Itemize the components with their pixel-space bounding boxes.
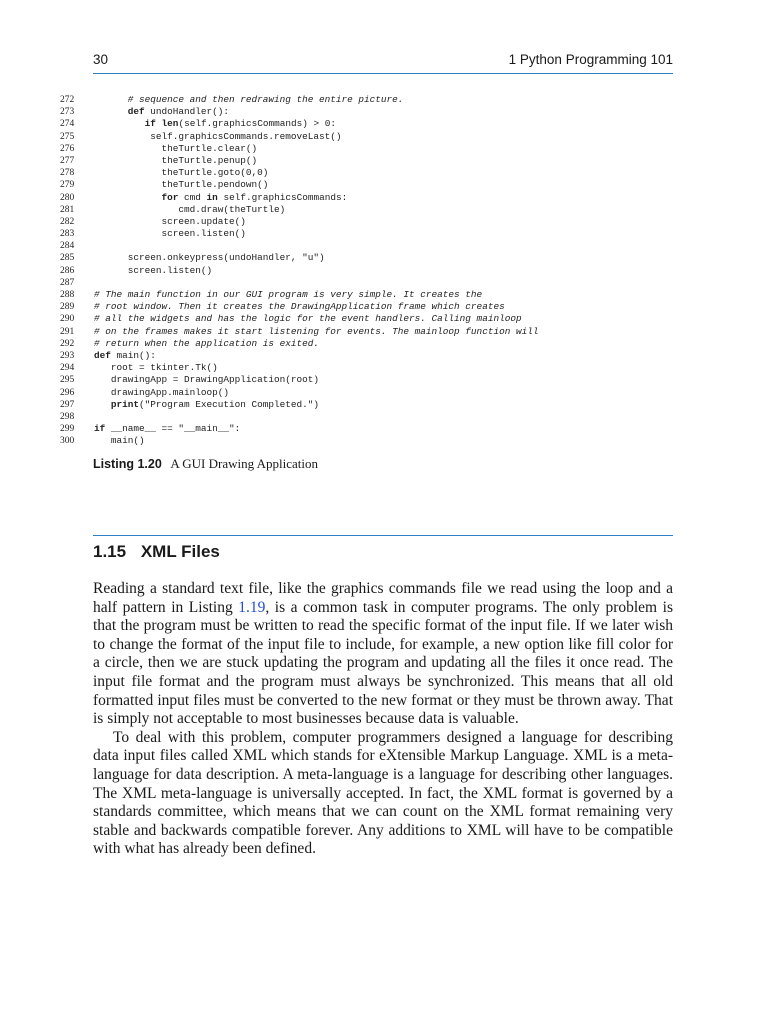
code-text: def undoHandler(): <box>127 106 230 118</box>
body-text <box>93 580 673 859</box>
code-line <box>60 179 680 191</box>
code-text: main() <box>110 435 145 447</box>
code-line <box>60 252 680 264</box>
code-line <box>60 192 680 204</box>
section-heading <box>93 542 220 562</box>
code-text: def main(): <box>94 349 156 361</box>
line-number: 298 <box>60 411 75 422</box>
line-number: 281 <box>60 204 75 215</box>
section-title: XML Files <box>140 542 220 561</box>
code-line <box>60 240 680 252</box>
code-line <box>60 265 680 277</box>
code-line <box>60 277 680 289</box>
line-number: 287 <box>60 277 75 288</box>
line-number: 292 <box>60 338 75 349</box>
line-number: 291 <box>60 326 75 337</box>
code-text: screen.onkeypress(undoHandler, "u") <box>127 252 325 264</box>
code-line <box>60 411 680 423</box>
line-number: 282 <box>60 216 75 227</box>
code-text: theTurtle.clear() <box>161 142 258 154</box>
line-number: 275 <box>60 131 75 142</box>
code-line <box>60 228 680 240</box>
code-line <box>60 326 680 338</box>
code-text: print("Program Execution Completed.") <box>110 398 320 410</box>
code-comment: # sequence and then redrawing the entire picture. <box>127 94 404 105</box>
line-number: 289 <box>60 302 75 313</box>
line-number: 276 <box>60 143 75 154</box>
code-line <box>60 313 680 325</box>
line-number: 273 <box>60 107 75 118</box>
code-text: screen.listen() <box>161 228 246 240</box>
code-text: if __name__ == "__main__": <box>94 423 241 435</box>
line-number: 297 <box>60 399 75 410</box>
caption-label: Listing 1.20 <box>93 457 162 471</box>
line-number: 300 <box>60 436 75 447</box>
code-line <box>60 131 680 143</box>
line-number: 272 <box>60 95 75 105</box>
paragraph: Reading a standard text file, like the graphics commands file we read using the loop and a half pattern in Listing 1.19, is a common task in computer programs. The only problem is that the program must be written to read the specific format of the input file. If we later wish to change the format of the input file to include, for example, a new option like fill color for a circle, then we are stuck updating the program and updating all the files it once read. The input file format and the program must always be synchronized. This means that all old formatted input files must be converted to the new format or they must be thrown away. That is simply not acceptable to most businesses because data is valuable. <box>93 580 673 728</box>
code-text: for cmd in self.graphicsCommands: <box>161 191 348 203</box>
line-number: 299 <box>60 424 75 435</box>
code-text: theTurtle.penup() <box>161 154 258 166</box>
line-number: 295 <box>60 375 75 386</box>
line-number: 285 <box>60 253 75 264</box>
section-rule <box>93 535 673 536</box>
section-number: 1.15 <box>93 542 127 561</box>
code-text: if len(self.graphicsCommands) > 0: <box>144 118 336 130</box>
code-comment: # return when the application is exited. <box>94 337 320 349</box>
code-line <box>60 435 680 447</box>
code-text: drawingApp = DrawingApplication(root) <box>110 374 320 386</box>
paragraph: To deal with this problem, computer programmers designed a language for describing data input files called XML which stands for eXtensible Markup Language. XML is a meta-language for data description. A meta-language is a language for describing other languages. The XML meta-language is universally accepted. In fact, the XML format is governed by a standards committee, which means that we can count on the XML format remaining very stable and backwards compatible forever. Any additions to XML will have to be compatible with what has already been defined. <box>93 728 673 858</box>
code-line <box>60 204 680 216</box>
line-number: 280 <box>60 192 75 203</box>
code-listing <box>60 94 680 447</box>
code-comment: # root window. Then it creates the DrawingApplication frame which creates <box>94 301 505 313</box>
line-number: 274 <box>60 119 75 130</box>
code-line <box>60 399 680 411</box>
code-text: self.graphicsCommands.removeLast() <box>150 130 342 142</box>
line-number: 283 <box>60 229 75 240</box>
page-number: 30 <box>93 52 109 67</box>
line-number: 293 <box>60 350 75 361</box>
code-text: theTurtle.goto(0,0) <box>161 167 269 179</box>
listing-caption <box>93 456 318 472</box>
caption-text: A GUI Drawing Application <box>170 456 318 471</box>
code-line <box>60 216 680 228</box>
code-line <box>60 94 680 106</box>
code-line <box>60 106 680 118</box>
header-rule <box>93 73 673 74</box>
code-comment: # on the frames makes it start listening for events. The mainloop function will <box>94 325 539 337</box>
code-comment: # The main function in our GUI program is very simple. It creates the <box>94 289 483 300</box>
line-number: 284 <box>60 241 75 252</box>
line-number: 277 <box>60 155 75 166</box>
code-line <box>60 374 680 386</box>
line-number: 294 <box>60 363 75 374</box>
code-line <box>60 423 680 435</box>
code-text: screen.listen() <box>127 264 213 276</box>
code-line <box>60 289 680 301</box>
code-comment: # all the widgets and has the logic for the event handlers. Calling mainloop <box>94 313 522 325</box>
code-line <box>60 118 680 130</box>
code-text: cmd.draw(theTurtle) <box>178 203 286 215</box>
code-line <box>60 301 680 313</box>
line-number: 288 <box>60 290 75 300</box>
code-line <box>60 362 680 374</box>
code-text: root = tkinter.Tk() <box>110 362 218 374</box>
code-line <box>60 143 680 155</box>
code-line <box>60 167 680 179</box>
code-line <box>60 387 680 399</box>
code-line <box>60 338 680 350</box>
line-number: 290 <box>60 314 75 325</box>
line-number: 279 <box>60 180 75 191</box>
listing-reference-link[interactable]: 1.19 <box>238 598 266 616</box>
code-line <box>60 350 680 362</box>
code-text: theTurtle.pendown() <box>161 179 269 191</box>
running-head: 1 Python Programming 101 <box>508 52 673 67</box>
code-text: screen.update() <box>161 215 246 227</box>
line-number: 286 <box>60 265 75 276</box>
line-number: 296 <box>60 387 75 398</box>
code-line <box>60 155 680 167</box>
line-number: 278 <box>60 168 75 179</box>
code-text: drawingApp.mainloop() <box>110 386 230 398</box>
